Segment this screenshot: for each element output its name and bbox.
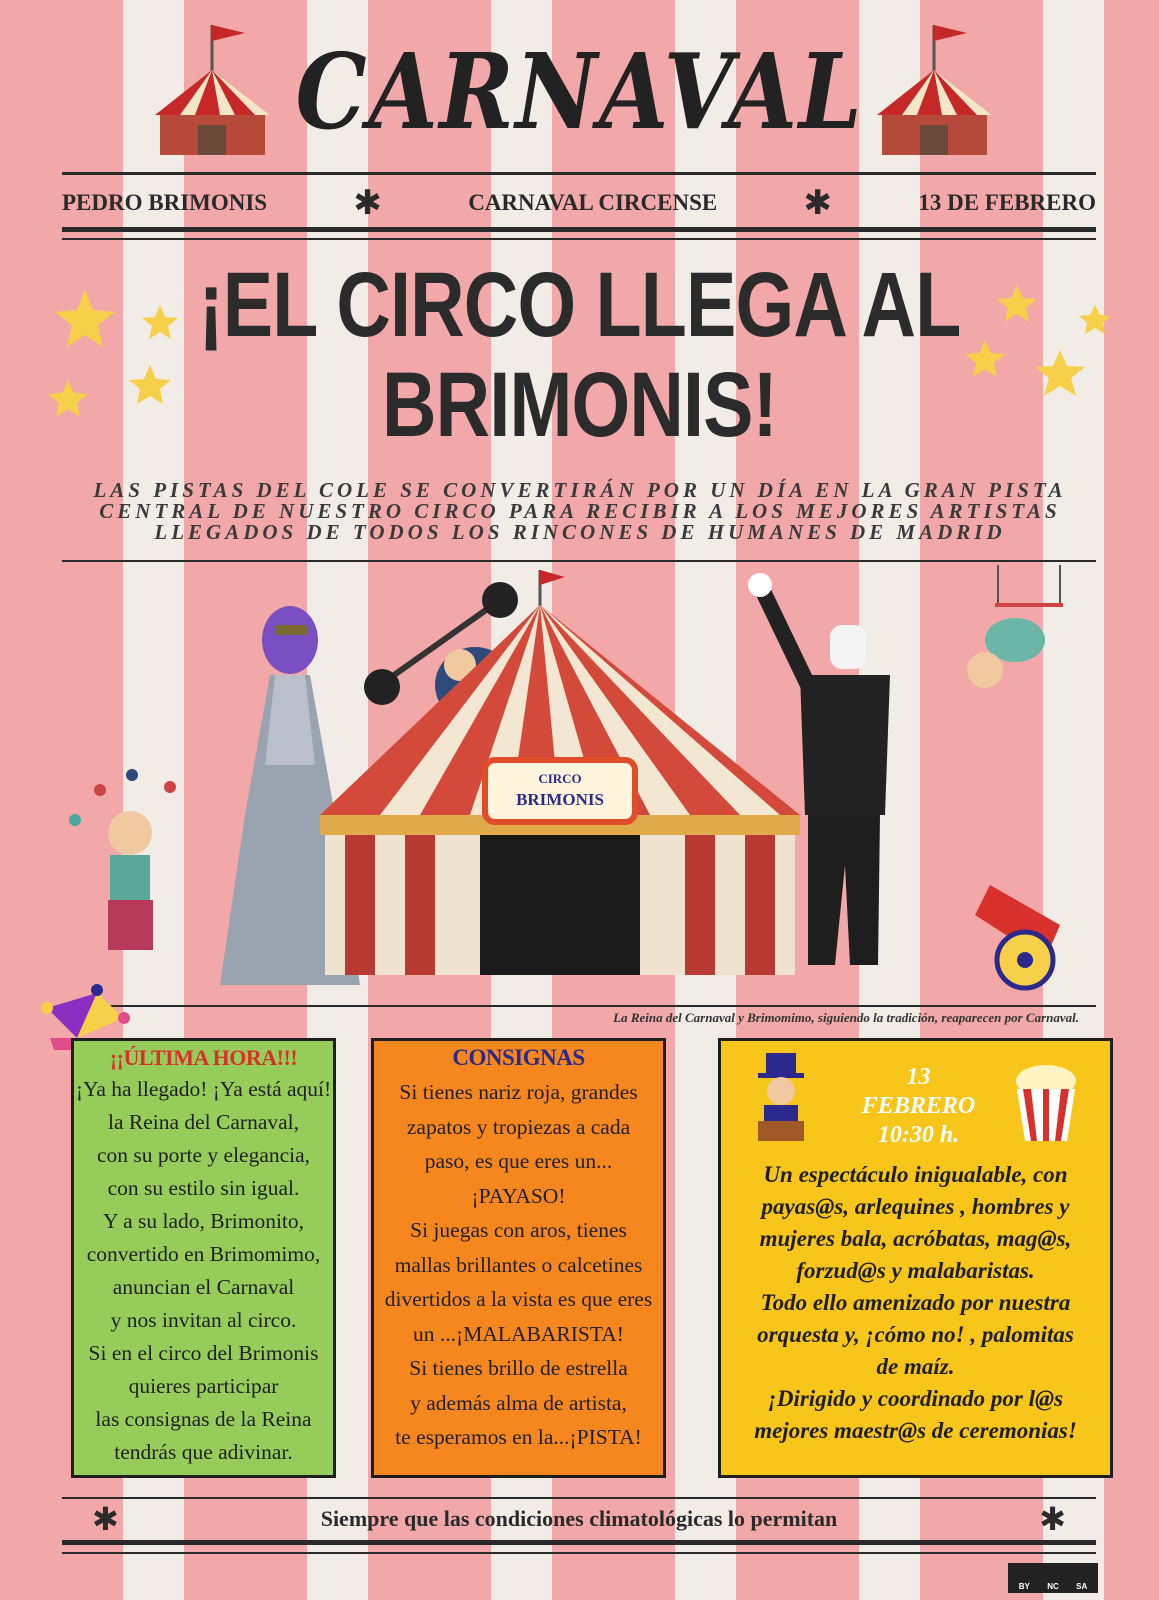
instructions-text xyxy=(374,1075,663,1455)
tent-sign-line: BRIMONIS xyxy=(516,790,604,809)
event-datetime xyxy=(821,1063,1016,1150)
subhead-line: CENTRAL DE NUESTRO CIRCO PARA RECIBIR A LOS MEJORES ARTISTAS xyxy=(99,499,1061,523)
divider xyxy=(62,1540,1096,1545)
text-line: un ...¡MALABARISTA! xyxy=(413,1321,624,1346)
license-label: BY xyxy=(1018,1582,1030,1591)
circus-illustration xyxy=(60,565,1120,1005)
tent-sign-line: CIRCO xyxy=(538,771,582,786)
divider xyxy=(62,1552,1096,1554)
divider xyxy=(62,560,1096,562)
text-line: payas@s, arlequines , hombres y xyxy=(761,1194,1070,1219)
instructions-box xyxy=(371,1038,666,1478)
text-line: forzud@s y malabaristas. xyxy=(796,1258,1035,1283)
text-line: te esperamos en la...¡PISTA! xyxy=(395,1425,642,1449)
footer-bar xyxy=(62,1498,1096,1540)
license-label: NC xyxy=(1047,1582,1059,1591)
divider xyxy=(62,1005,1096,1007)
text-line: zapatos y tropiezas a cada xyxy=(406,1114,631,1139)
text-line: Todo ello amenizado por nuestra xyxy=(760,1290,1071,1315)
text-line: anuncian el Carnaval xyxy=(112,1275,295,1299)
text-line: ¡Ya ha llegado! ¡Ya está aquí! xyxy=(75,1077,332,1101)
edition-name: CARNAVAL CIRCENSE xyxy=(468,190,718,215)
footer-note: Siempre que las condiciones climatológicas lo permitan xyxy=(320,1506,838,1531)
text-line: mejores maestr@s de ceremonias! xyxy=(754,1418,1077,1443)
issue-date: 13 DE FEBRERO xyxy=(918,190,1096,215)
big-top-tent xyxy=(320,570,800,975)
text-line: quieres participar xyxy=(128,1374,279,1398)
divider xyxy=(62,227,1096,232)
headline-line: BRIMONIS! xyxy=(382,354,777,456)
masthead-bar xyxy=(62,182,1096,224)
asterisk-icon: ✱ xyxy=(1039,1500,1066,1538)
text-line: Si tienes brillo de estrella xyxy=(409,1356,628,1380)
text-line: mujeres bala, acróbatas, mag@s, xyxy=(759,1226,1072,1251)
text-line: Si juegas con aros, tienes xyxy=(410,1218,627,1242)
last-minute-box xyxy=(71,1038,336,1478)
headline-line: ¡EL CIRCO LLEGA AL xyxy=(198,254,961,356)
asterisk-icon: ✱ xyxy=(803,183,833,223)
last-minute-title: ¡¡ÚLTIMA HORA!!! xyxy=(109,1045,298,1070)
text-line: Y a su lado, Brimonito, xyxy=(102,1209,305,1233)
last-minute-text xyxy=(74,1073,333,1469)
text-line: Si en el circo del Brimonis xyxy=(88,1341,319,1365)
text-line: convertido en Brimomimo, xyxy=(86,1242,321,1266)
subheadline xyxy=(80,480,1080,543)
newspaper-title: CARNAVAL xyxy=(295,30,864,153)
text-line: la Reina del Carnaval, xyxy=(107,1110,300,1134)
text-line: con su porte y elegancia, xyxy=(96,1143,311,1167)
asterisk-icon: ✱ xyxy=(353,183,382,223)
popcorn-icon xyxy=(1011,1063,1081,1143)
event-day: 13 xyxy=(906,1064,931,1090)
text-line: las consignas de la Reina xyxy=(95,1407,312,1431)
juggler-figure xyxy=(69,769,176,950)
text-line: y nos invitan al circo. xyxy=(110,1308,297,1332)
author-name: PEDRO BRIMONIS xyxy=(62,190,268,215)
human-cannon-figure xyxy=(975,885,1060,988)
event-month: FEBRERO xyxy=(861,1093,976,1119)
instructions-title: CONSIGNAS xyxy=(452,1045,585,1070)
event-time: 10:30 h. xyxy=(877,1122,960,1148)
text-line: de maíz. xyxy=(876,1354,955,1379)
photo-caption: La Reina del Carnaval y Brimomimo, siguiendo la tradición, reaparecen por Carnaval. xyxy=(613,1010,1079,1025)
text-line: tendrás que adivinar. xyxy=(114,1440,293,1464)
magician-icon xyxy=(746,1053,816,1143)
text-line: Un espectáculo inigualable, con xyxy=(763,1162,1068,1187)
subhead-line: LAS PISTAS DEL COLE SE CONVERTIRÁN POR UN DÍA EN LA GRAN PISTA xyxy=(93,478,1067,502)
subhead-line: LLEGADOS DE TODOS LOS RINCONES DE HUMANES DE MADRID xyxy=(154,520,1006,544)
license-label: SA xyxy=(1076,1582,1088,1591)
divider xyxy=(62,172,1096,175)
creative-commons-badge xyxy=(1008,1563,1098,1593)
main-headline xyxy=(104,255,1054,455)
text-line: ¡PAYASO! xyxy=(471,1183,566,1208)
text-line: divertidos a la vista es que eres xyxy=(384,1287,653,1311)
text-line: paso, es que eres un... xyxy=(424,1149,613,1173)
event-info-box xyxy=(718,1038,1113,1478)
text-line: con su estilo sin igual. xyxy=(107,1176,300,1200)
acrobat-figure xyxy=(967,565,1063,688)
asterisk-icon: ✱ xyxy=(92,1500,119,1538)
text-line: mallas brillantes o calcetines xyxy=(394,1252,643,1277)
text-line: Si tienes nariz roja, grandes xyxy=(399,1080,638,1104)
event-description xyxy=(721,1159,1110,1447)
text-line: ¡Dirigido y coordinado por l@s xyxy=(767,1386,1064,1411)
text-line: y además alma de artista, xyxy=(410,1390,627,1415)
divider xyxy=(62,238,1096,240)
text-line: orquesta y, ¡cómo no! , palomitas xyxy=(757,1322,1074,1347)
